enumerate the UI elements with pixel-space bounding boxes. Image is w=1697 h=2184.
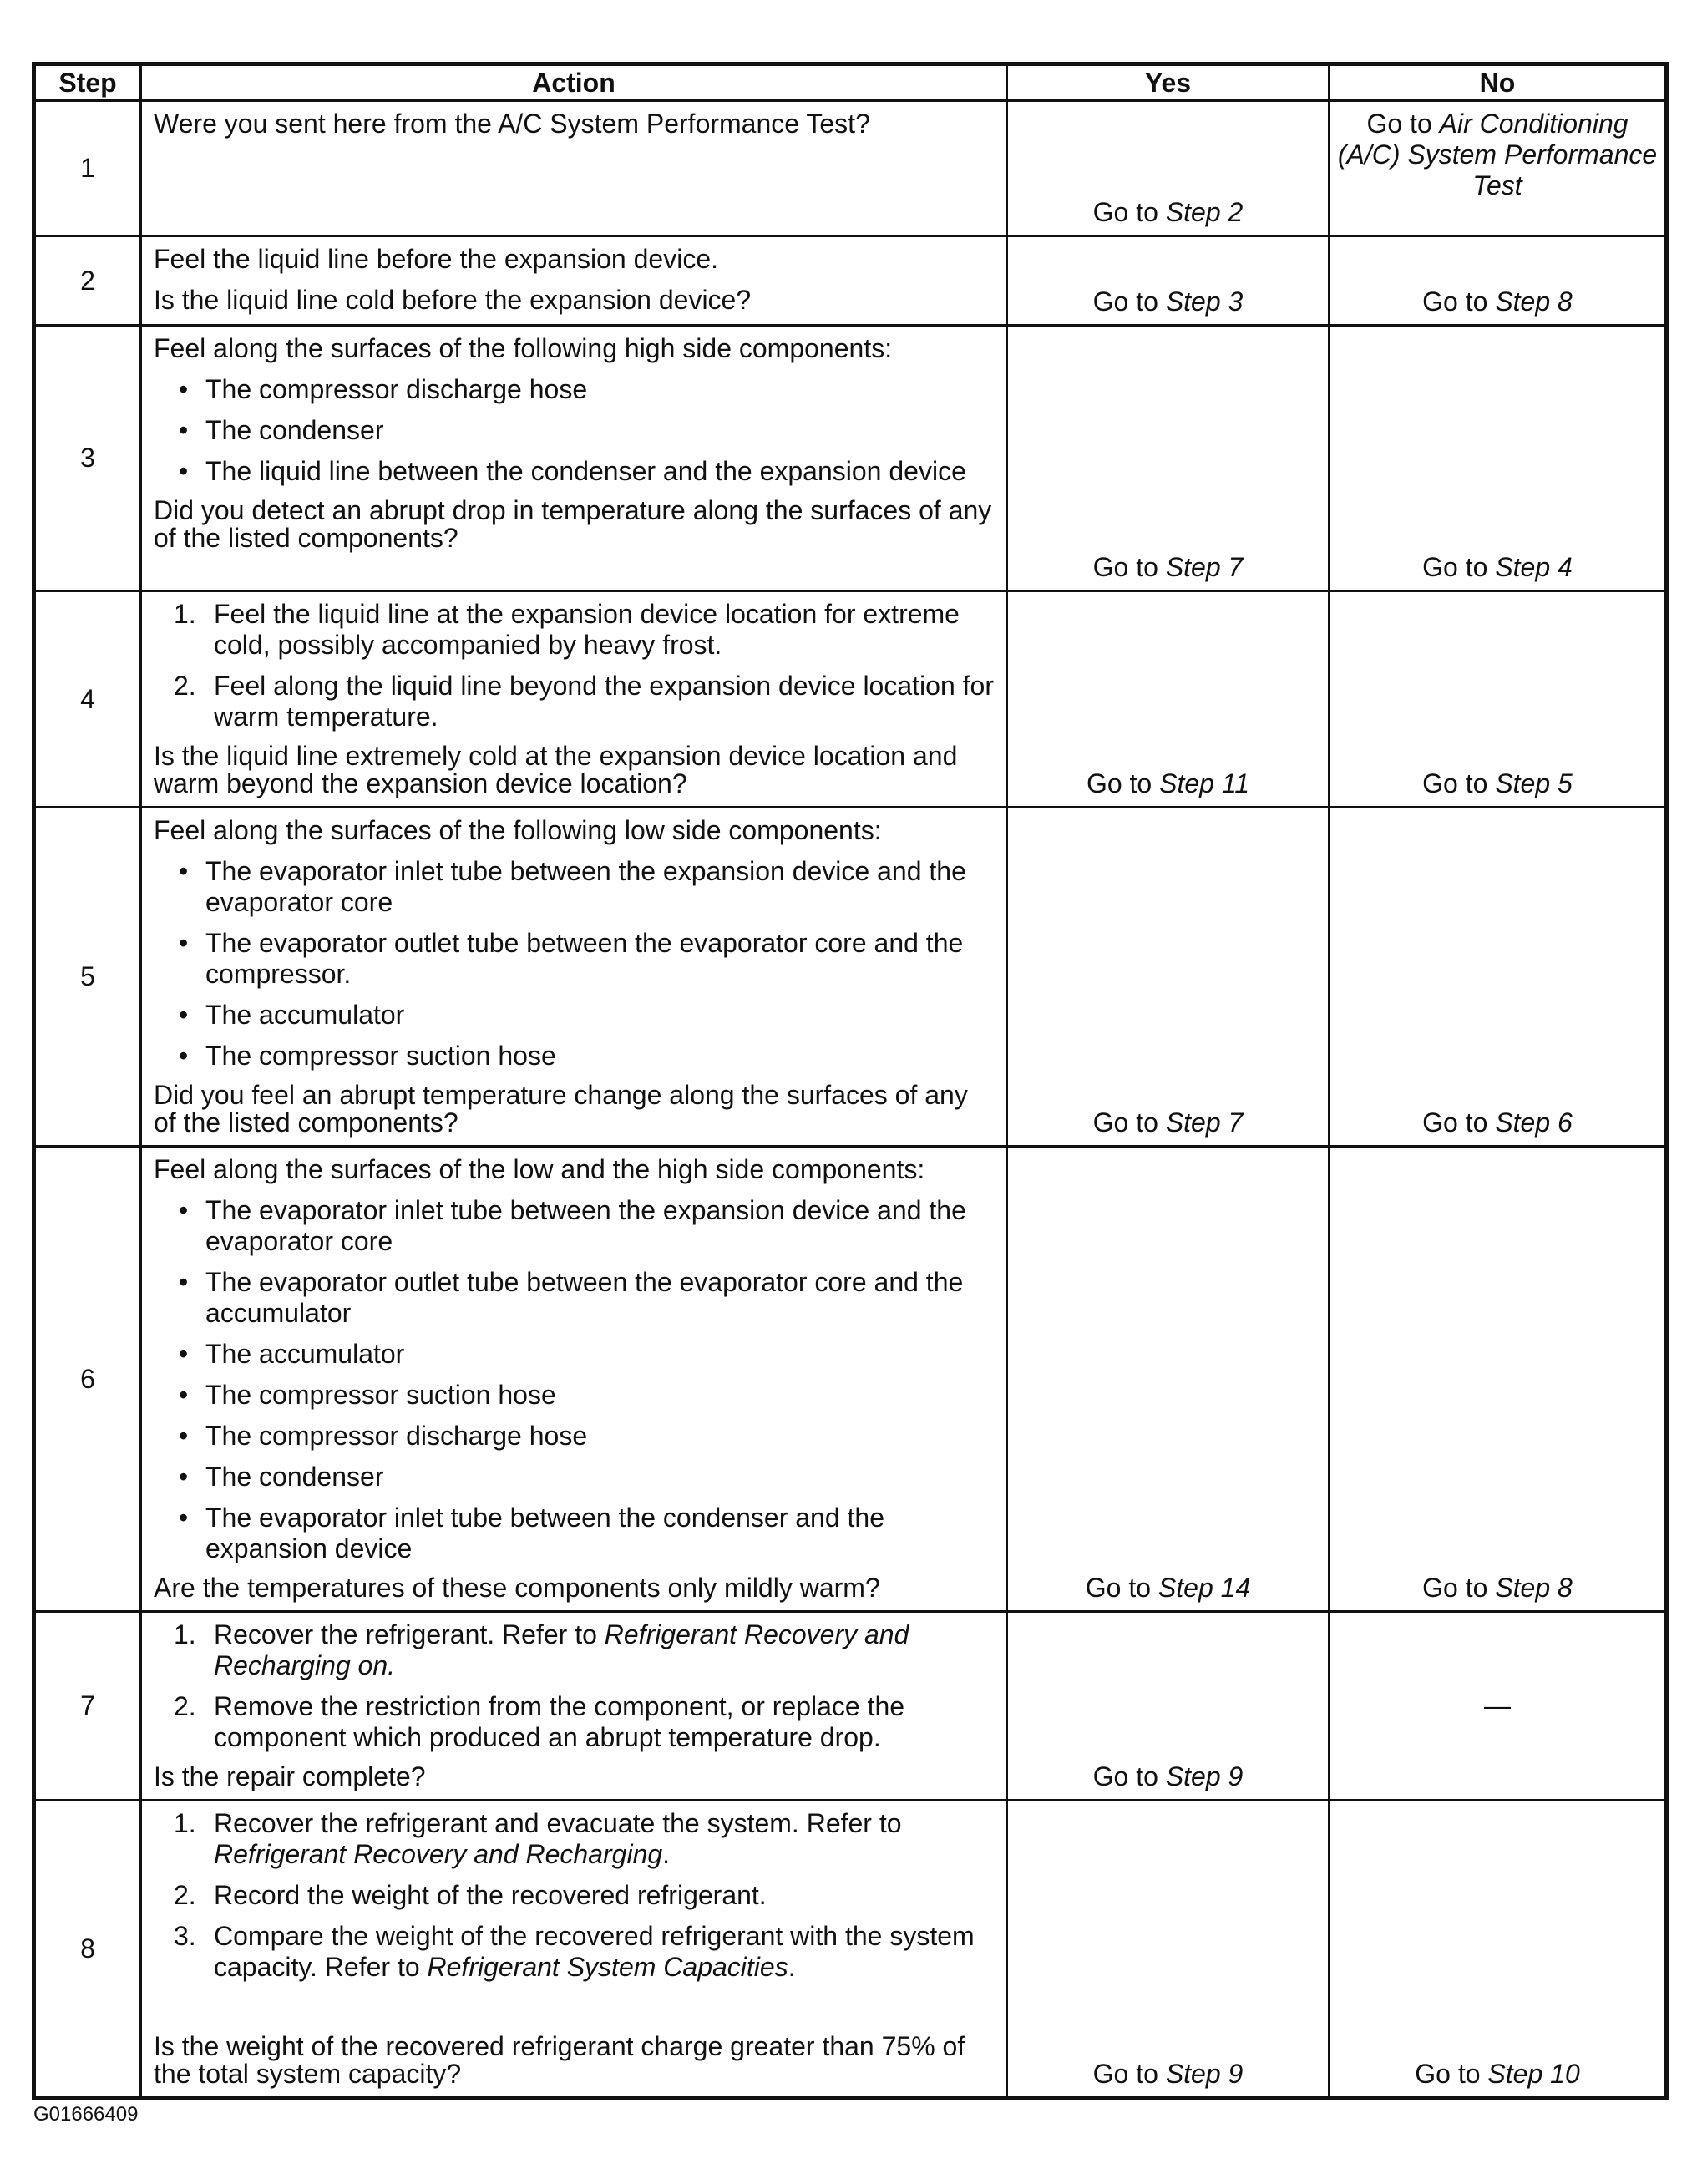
table-row [34,1801,1667,2099]
list-item [154,599,994,661]
goto-text: Go to [1422,768,1496,798]
step-link[interactable]: Step 9 [1165,2059,1244,2089]
item-text: Remove the restriction from the component, or replace the component which produced an abrupt temperature drop. [214,1691,905,1752]
bullet-list [154,856,994,1072]
question-text: Did you feel an abrupt temperature change along the surfaces of any of the listed components? [154,1080,968,1138]
step-link[interactable]: Step 7 [1165,1107,1244,1138]
test-link[interactable]: Air Conditioning (A/C) System Performance Test [1337,109,1658,200]
goto-text: Go to [1422,1107,1496,1138]
step-link[interactable]: Step 9 [1165,1761,1244,1791]
list-item: • The compressor discharge hose [154,374,994,405]
list-item: • The compressor suction hose [154,1380,994,1411]
item-number: 1. [174,1619,196,1649]
question-text: Is the liquid line extremely cold at the expansion device location and warm beyond the expansion device location? [154,741,958,798]
step-number: 5 [34,808,141,1147]
list-item [154,1921,994,1983]
action-cell [141,1612,1007,1801]
goto-text: Go to [1415,2059,1488,2089]
step-link[interactable]: Step 5 [1495,768,1573,798]
item-text: Recover the refrigerant. Refer to [214,1619,605,1649]
no-cell [1330,591,1667,808]
header-step: Step [34,64,141,101]
goto-text: Go to [1092,1107,1166,1138]
table-row [34,1612,1667,1801]
step-link[interactable]: Step 6 [1495,1107,1573,1138]
list-item: • The compressor discharge hose [154,1421,994,1452]
no-cell [1330,808,1667,1147]
item-number: 3. [174,1921,196,1951]
no-cell [1330,326,1667,591]
list-item: • The liquid line between the condenser and the expansion device [154,456,994,487]
step-link[interactable]: Step 11 [1159,768,1250,798]
action-cell [141,808,1007,1147]
item-number: 1. [174,1808,196,1838]
step-link[interactable]: Step 14 [1158,1573,1251,1603]
list-item: • The evaporator outlet tube between the evaporator core and the compressor. [154,928,994,990]
item-number: 2. [174,1691,196,1721]
goto-text: Go to [1092,197,1166,227]
item-text: . [662,1839,671,1869]
bullet-list [154,374,994,487]
yes-cell [1007,591,1330,808]
yes-cell [1007,101,1330,236]
action-cell [141,101,1007,236]
step-number: 2 [34,236,141,326]
step-number: 4 [34,591,141,808]
table-row [34,1147,1667,1612]
goto-text: Go to [1422,1573,1496,1603]
list-item [154,1619,994,1681]
step-link[interactable]: Step 10 [1487,2059,1580,2089]
goto-text: Go to [1085,1573,1158,1603]
numbered-list [154,599,994,732]
question-text: Is the weight of the recovered refrigerant charge greater than 75% of the total system capacity? [154,2031,965,2089]
question-text: Is the repair complete? [154,1761,426,1791]
action-text: Feel along the surfaces of the following high side components: [154,333,893,363]
list-item [154,1880,994,1911]
list-item: • The compressor suction hose [154,1041,994,1072]
no-cell [1330,236,1667,326]
no-dash: — [1484,1690,1511,1720]
step-number: 1 [34,101,141,236]
action-cell [141,326,1007,591]
question-text: Is the liquid line cold before the expansion device? [154,285,752,315]
item-number: 1. [174,599,196,629]
figure-id: G01666409 [33,2103,139,2126]
action-text: Feel the liquid line before the expansion device. [154,244,718,274]
list-item: • The condenser [154,1462,994,1492]
table-row [34,808,1667,1147]
numbered-list [154,1808,994,1983]
goto-text: Go to [1092,2059,1166,2089]
header-row [34,64,1667,101]
table-row [34,101,1667,236]
item-text: Feel the liquid line at the expansion device location for extreme cold, possibly accompanied by heavy frost. [214,599,960,660]
action-text: Feel along the surfaces of the low and the high side components: [154,1154,925,1184]
goto-text: Go to [1092,286,1166,317]
question-text: Did you detect an abrupt drop in temperature along the surfaces of any of the listed components? [154,495,992,553]
list-item [154,671,994,732]
yes-cell [1007,808,1330,1147]
step-link[interactable]: Step 8 [1495,286,1573,317]
table-row [34,591,1667,808]
action-cell [141,591,1007,808]
step-number: 7 [34,1612,141,1801]
table-row [34,326,1667,591]
question-text: Are the temperatures of these components only mildly warm? [154,1573,880,1603]
list-item: • The accumulator [154,1339,994,1370]
yes-cell [1007,1147,1330,1612]
header-action: Action [141,64,1007,101]
procedure-link[interactable]: Refrigerant System Capacities [427,1952,788,1982]
item-text: Compare the weight of the recovered refrigerant with the system capacity. Refer to [214,1921,975,1982]
action-cell [141,1801,1007,2099]
item-text: . [788,1952,796,1982]
no-cell [1330,1801,1667,2099]
goto-text: Go to [1092,1761,1166,1791]
action-text: Were you sent here from the A/C System Performance Test? [154,109,870,139]
procedure-link[interactable]: Refrigerant Recovery and Recharging on. [214,1619,909,1680]
action-cell [141,1147,1007,1612]
diagnostic-table [32,62,1669,2100]
item-text: Record the weight of the recovered refrigerant. [214,1880,767,1910]
list-item: • The evaporator inlet tube between the condenser and the expansion device [154,1502,994,1564]
step-link[interactable]: Step 7 [1165,552,1244,582]
item-text: Recover the refrigerant and evacuate the system. Refer to [214,1808,902,1838]
bullet-list [154,1195,994,1564]
step-number: 8 [34,1801,141,2099]
diagnostic-table-container [32,62,1664,2100]
yes-cell [1007,326,1330,591]
item-number: 2. [174,671,196,701]
yes-cell [1007,236,1330,326]
list-item [154,1808,994,1870]
list-item: • The evaporator outlet tube between the evaporator core and the accumulator [154,1267,994,1329]
list-item [154,1691,994,1753]
goto-text: Go to [1366,109,1440,139]
step-number: 6 [34,1147,141,1612]
action-cell [141,236,1007,326]
numbered-list [154,1619,994,1753]
list-item: • The evaporator inlet tube between the expansion device and the evaporator core [154,856,994,918]
no-cell [1330,101,1667,236]
step-link[interactable]: Step 3 [1165,286,1244,317]
goto-text: Go to [1086,768,1160,798]
item-number: 2. [174,1880,196,1910]
yes-cell [1007,1612,1330,1801]
header-yes: Yes [1007,64,1330,101]
list-item: • The accumulator [154,1000,994,1031]
no-cell [1330,1612,1667,1801]
procedure-link[interactable]: Refrigerant Recovery and Recharging [214,1839,663,1869]
step-link[interactable]: Step 4 [1495,552,1573,582]
list-item: • The condenser [154,415,994,446]
step-link[interactable]: Step 2 [1165,197,1244,227]
item-text: Feel along the liquid line beyond the expansion device location for warm temperature. [214,671,994,732]
list-item: • The evaporator inlet tube between the expansion device and the evaporator core [154,1195,994,1257]
yes-cell [1007,1801,1330,2099]
step-number: 3 [34,326,141,591]
goto-text: Go to [1422,286,1496,317]
goto-text: Go to [1422,552,1496,582]
action-text: Feel along the surfaces of the following low side components: [154,815,882,845]
step-link[interactable]: Step 8 [1495,1573,1573,1603]
header-no: No [1330,64,1667,101]
goto-text: Go to [1092,552,1166,582]
table-row [34,236,1667,326]
no-cell [1330,1147,1667,1612]
